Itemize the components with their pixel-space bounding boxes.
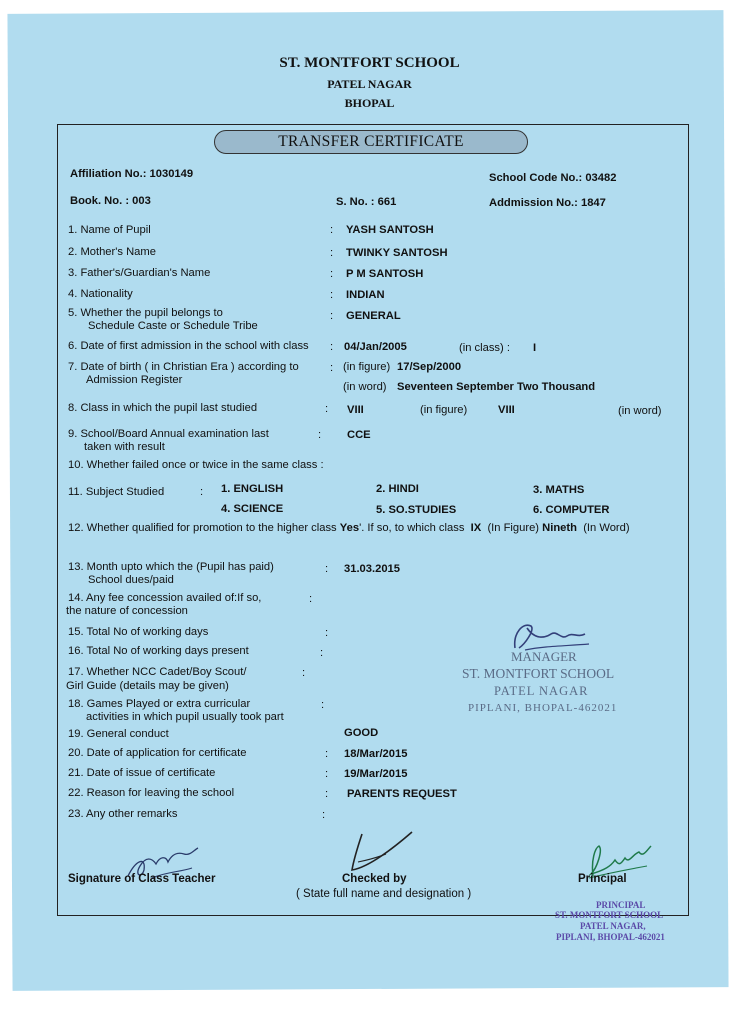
field-1-value: YASH SANTOSH: [346, 224, 434, 236]
field-18-label: 18. Games Played or extra curricular: [68, 698, 251, 710]
school-name: ST. MONTFORT SCHOOL: [279, 55, 460, 71]
manager-stamp-line1: ST. MONTFORT SCHOOL: [462, 666, 615, 681]
colon: :: [330, 247, 334, 259]
colon: :: [322, 809, 326, 821]
field-18-label-cont: activities in which pupil usually took part: [86, 711, 284, 723]
field-20-value: 18/Mar/2015: [344, 748, 408, 760]
colon: :: [325, 768, 329, 780]
colon: :: [302, 667, 306, 679]
subject-item: 3. MATHS: [533, 484, 585, 496]
colon: :: [200, 486, 204, 498]
field-20-label: 20. Date of application for certificate: [68, 747, 247, 759]
colon: :: [320, 647, 324, 659]
field-19-label: 19. General conduct: [68, 728, 169, 740]
field-23-label: 23. Any other remarks: [68, 808, 178, 820]
principal-stamp-line1: ST. MONTFORT SCHOOL: [555, 910, 664, 920]
manager-stamp-line2: PATEL NAGAR: [494, 684, 589, 698]
field-6-label: 6. Date of first admission in the school with class: [68, 340, 309, 352]
field-12-text: 12. Whether qualified for promotion to the higher class Yes'. If so, to which class IX (In Figure) Nineth (In Word): [68, 522, 630, 534]
manager-stamp-line3: PIPLANI, BHOPAL-462021: [468, 702, 618, 714]
principal-stamp-line2: PATEL NAGAR,: [580, 921, 646, 931]
field-13-value: 31.03.2015: [344, 563, 400, 575]
field-7-inword-label: (in word): [343, 381, 387, 393]
principal-label: Principal: [578, 873, 627, 885]
class-teacher-label: Signature of Class Teacher: [68, 873, 216, 885]
field-2-label: 2. Mother's Name: [68, 246, 156, 258]
field-2-value: TWINKY SANTOSH: [346, 247, 448, 259]
field-13-label: 13. Month upto which the (Pupil has paid): [68, 561, 274, 573]
field-8-value: VIII: [347, 404, 364, 416]
book-no: Book. No. : 003: [70, 195, 151, 207]
colon: :: [325, 788, 329, 800]
field-8-infigure-label: (in figure): [420, 404, 468, 416]
field-9-value: CCE: [347, 429, 371, 441]
field-5-value: GENERAL: [346, 310, 401, 322]
field-8-inword-label: (in word): [618, 405, 662, 417]
field-5-label: 5. Whether the pupil belongs to: [68, 307, 223, 319]
field-21-label: 21. Date of issue of certificate: [68, 767, 216, 779]
field-17-label: 17. Whether NCC Cadet/Boy Scout/: [68, 666, 247, 678]
serial-no: S. No. : 661: [336, 196, 397, 208]
field-21-value: 19/Mar/2015: [344, 768, 408, 780]
field-14-label: 14. Any fee concession availed of:If so,: [68, 592, 262, 604]
field-5-label-cont: Schedule Caste or Schedule Tribe: [88, 320, 258, 332]
field-9-label-cont: taken with result: [84, 441, 165, 453]
field-19-value: GOOD: [344, 727, 379, 739]
colon: :: [325, 627, 329, 639]
colon: :: [330, 268, 334, 280]
field-4-label: 4. Nationality: [68, 288, 133, 300]
field-6-inclass-label: (in class) :: [459, 342, 510, 354]
subject-item: 1. ENGLISH: [221, 483, 284, 495]
field-4-value: INDIAN: [346, 289, 385, 301]
field-3-label: 3. Father's/Guardian's Name: [68, 267, 211, 279]
school-code: School Code No.: 03482: [489, 172, 617, 184]
field-13-label-cont: School dues/paid: [88, 574, 174, 586]
colon: :: [325, 748, 329, 760]
school-area: PATEL NAGAR: [327, 77, 412, 91]
colon: :: [309, 593, 313, 605]
admission-no: Addmission No.: 1847: [489, 197, 606, 209]
field-7-label: 7. Date of birth ( in Christian Era ) according to: [68, 361, 299, 373]
checked-by-label: Checked by: [342, 873, 407, 885]
field-22-value: PARENTS REQUEST: [347, 788, 457, 800]
subject-item: 6. COMPUTER: [533, 504, 610, 516]
field-1-label: 1. Name of Pupil: [68, 224, 151, 236]
colon: :: [330, 310, 334, 322]
colon: :: [321, 699, 325, 711]
subject-item: 5. SO.STUDIES: [376, 504, 457, 516]
field-11-label: 11. Subject Studied: [68, 486, 165, 498]
certificate-title: TRANSFER CERTIFICATE: [214, 130, 528, 154]
field-7-infigure-label: (in figure): [343, 361, 391, 373]
colon: :: [325, 563, 329, 575]
field-7-value-word: Seventeen September Two Thousand: [397, 381, 596, 393]
field-22-label: 22. Reason for leaving the school: [68, 787, 235, 799]
colon: :: [330, 341, 334, 353]
field-6-class: I: [533, 342, 537, 354]
field-3-value: P M SANTOSH: [346, 268, 424, 280]
colon: :: [330, 289, 334, 301]
field-15-label: 15. Total No of working days: [68, 626, 209, 638]
field-17-label-cont: Girl Guide (details may be given): [66, 680, 229, 692]
school-city: BHOPAL: [344, 96, 395, 110]
field-6-value: 04/Jan/2005: [344, 341, 407, 353]
colon: :: [325, 403, 329, 415]
subject-item: 2. HINDI: [376, 483, 419, 495]
subject-item: 4. SCIENCE: [221, 503, 284, 515]
colon: :: [330, 224, 334, 236]
field-14-label-cont: the nature of concession: [66, 605, 188, 617]
colon: :: [318, 429, 322, 441]
checked-by-note: ( State full name and designation ): [296, 888, 472, 900]
principal-stamp-title: PRINCIPAL: [596, 900, 646, 910]
checked-by-signature: [342, 828, 422, 878]
field-8-label: 8. Class in which the pupil last studied: [68, 402, 258, 414]
field-9-label: 9. School/Board Annual examination last: [68, 428, 269, 440]
colon: :: [330, 362, 334, 374]
affiliation-no: Affiliation No.: 1030149: [70, 168, 194, 180]
principal-stamp-line3: PIPLANI, BHOPAL-462021: [556, 932, 665, 942]
field-7-label-cont: Admission Register: [86, 374, 183, 386]
field-10-label: 10. Whether failed once or twice in the same class :: [68, 459, 324, 471]
field-7-value-figure: 17/Sep/2000: [397, 361, 462, 373]
field-8-value-word: VIII: [498, 404, 515, 416]
field-16-label: 16. Total No of working days present: [68, 645, 249, 657]
manager-stamp-title: MANAGER: [511, 649, 577, 664]
